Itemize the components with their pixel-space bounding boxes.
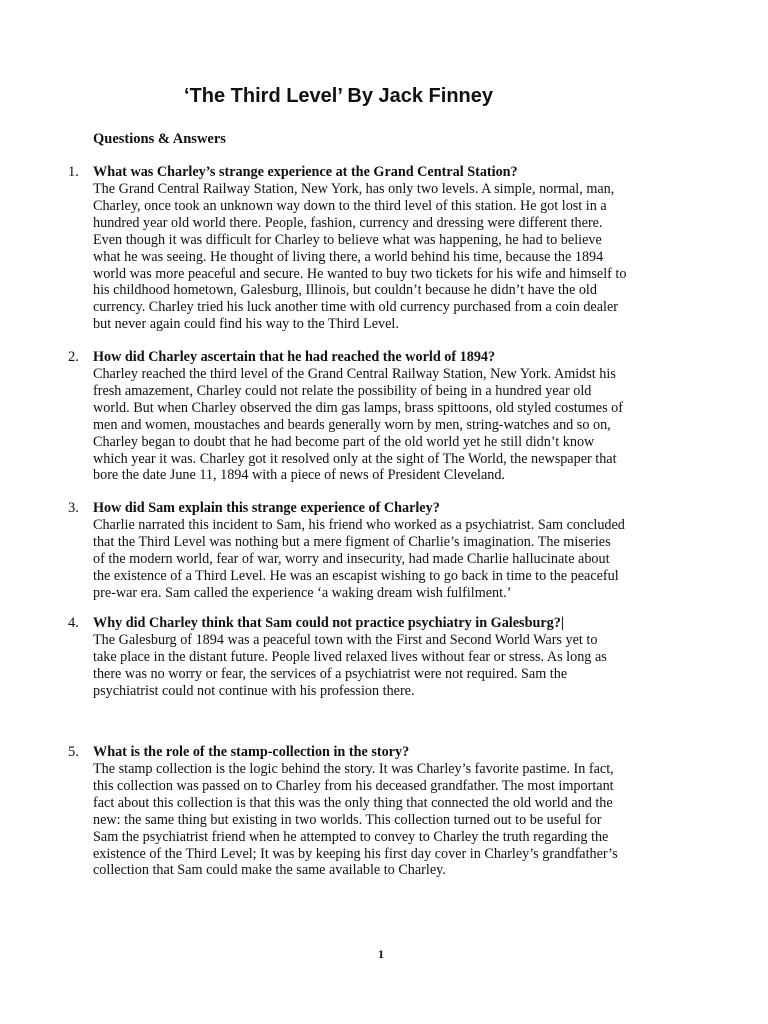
question-number: 3.	[68, 500, 79, 516]
answer-line: world was more peaceful and secure. He wanted to buy two tickets for his wife and himself to	[93, 265, 627, 282]
answer-line: bore the date June 11, 1894 with a piece of news of President Cleveland.	[93, 467, 505, 484]
answer-line: which year it was. Charley got it resolved only at the sight of The World, the newspaper that	[93, 450, 617, 467]
qa-body	[93, 164, 688, 333]
answer-line: hundred year old world there. People, fashion, currency and dressing were different there.	[93, 214, 603, 231]
answer-line: but never again could find his way to the Third Level.	[93, 316, 399, 333]
answer-line: Charley began to doubt that he had become part of the old world yet he still didn’t know	[93, 433, 595, 450]
question-number: 2.	[68, 349, 79, 365]
answer-text	[93, 181, 688, 333]
answer-line: The Grand Central Railway Station, New York, has only two levels. A simple, normal, man,	[93, 181, 615, 197]
answer-line: existence of the Third Level; It was by keeping his first day cover in Charley’s grandfather’s	[93, 845, 618, 862]
question-number: 1.	[68, 164, 79, 180]
section-heading: Questions & Answers	[93, 131, 226, 147]
question-text: How did Charley ascertain that he had reached the world of 1894?	[93, 349, 496, 365]
answer-line: this collection was passed on to Charley from his deceased grandfather. The most important	[93, 777, 614, 794]
answer-line: world. But when Charley observed the dim gas lamps, brass spittoons, old styled costumes of	[93, 399, 623, 416]
answer-line: there was no worry or fear, the services of a psychiatrist were not required. Sam the	[93, 665, 568, 682]
answer-line: The stamp collection is the logic behind the story. It was Charley’s favorite pastime. In fact,	[93, 761, 614, 777]
answer-line: Charley reached the third level of the Grand Central Railway Station, New York. Amidst his	[93, 366, 616, 382]
question-text: How did Sam explain this strange experience of Charley?	[93, 500, 440, 516]
answer-line: the existence of a Third Level. He was an escapist wishing to go back in time to the peaceful	[93, 567, 619, 584]
answer-line: fresh amazement, Charley could not relate the possibility of being in a hundred year old	[93, 382, 592, 399]
answer-text	[93, 366, 688, 484]
question-text: What is the role of the stamp-collection in the story?	[93, 744, 410, 760]
answer-line: fact about this collection is that this was the only thing that connected the old world and the	[93, 794, 613, 811]
answer-line: The Galesburg of 1894 was a peaceful town with the First and Second World Wars yet to	[93, 632, 598, 648]
qa-body	[93, 615, 688, 700]
answer-line: Even though it was difficult for Charley to believe what was happening, he had to believe	[93, 231, 602, 248]
answer-line: take place in the distant future. People lived relaxed lives without fear or stress. As long as	[93, 648, 607, 665]
answer-line: Sam the psychiatrist friend when he attempted to convey to Charley the truth regarding the	[93, 828, 609, 845]
question-number: 4.	[68, 615, 79, 631]
answer-line: pre-war era. Sam called the experience ‘a waking dream wish fulfilment.’	[93, 584, 512, 601]
question-number: 5.	[68, 744, 79, 760]
answer-line: his childhood hometown, Galesburg, Illinois, but couldn’t because he didn’t have the old	[93, 282, 597, 299]
question-text: Why did Charley think that Sam could not practice psychiatry in Galesburg?|	[93, 615, 564, 631]
answer-text	[93, 517, 688, 602]
answer-text	[93, 761, 688, 879]
answer-line: men and women, moustaches and beards generally worn by men, string-watches and so on,	[93, 416, 611, 433]
answer-line: what he was seeing. He thought of living there, a world behind his time, because the 1894	[93, 248, 604, 265]
answer-line: collection that Sam could make the same available to Charley.	[93, 862, 446, 879]
qa-body	[93, 744, 688, 879]
question-text: What was Charley’s strange experience at the Grand Central Station?	[93, 164, 518, 180]
answer-line: Charlie narrated this incident to Sam, his friend who worked as a psychiatrist. Sam concluded	[93, 517, 625, 533]
qa-body	[93, 500, 688, 602]
answer-line: Charley, once took an unknown way down to the third level of this station. He got lost in a	[93, 197, 607, 214]
answer-line: of the modern world, fear of war, worry and insecurity, had made Charlie hallucinate about	[93, 550, 610, 567]
document-title: ‘The Third Level’ By Jack Finney	[184, 85, 493, 107]
answer-text	[93, 632, 688, 700]
answer-line: psychiatrist could not continue with his profession there.	[93, 682, 415, 699]
answer-line: currency. Charley tried his luck another time with old currency purchased from a coin dealer	[93, 299, 618, 316]
page-number: 1	[378, 947, 384, 961]
answer-line: that the Third Level was nothing but a mere figment of Charlie’s imagination. The miseries	[93, 533, 611, 550]
qa-body	[93, 349, 688, 484]
answer-line: new: the same thing but existing in two worlds. This collection turned out to be useful for	[93, 811, 602, 828]
